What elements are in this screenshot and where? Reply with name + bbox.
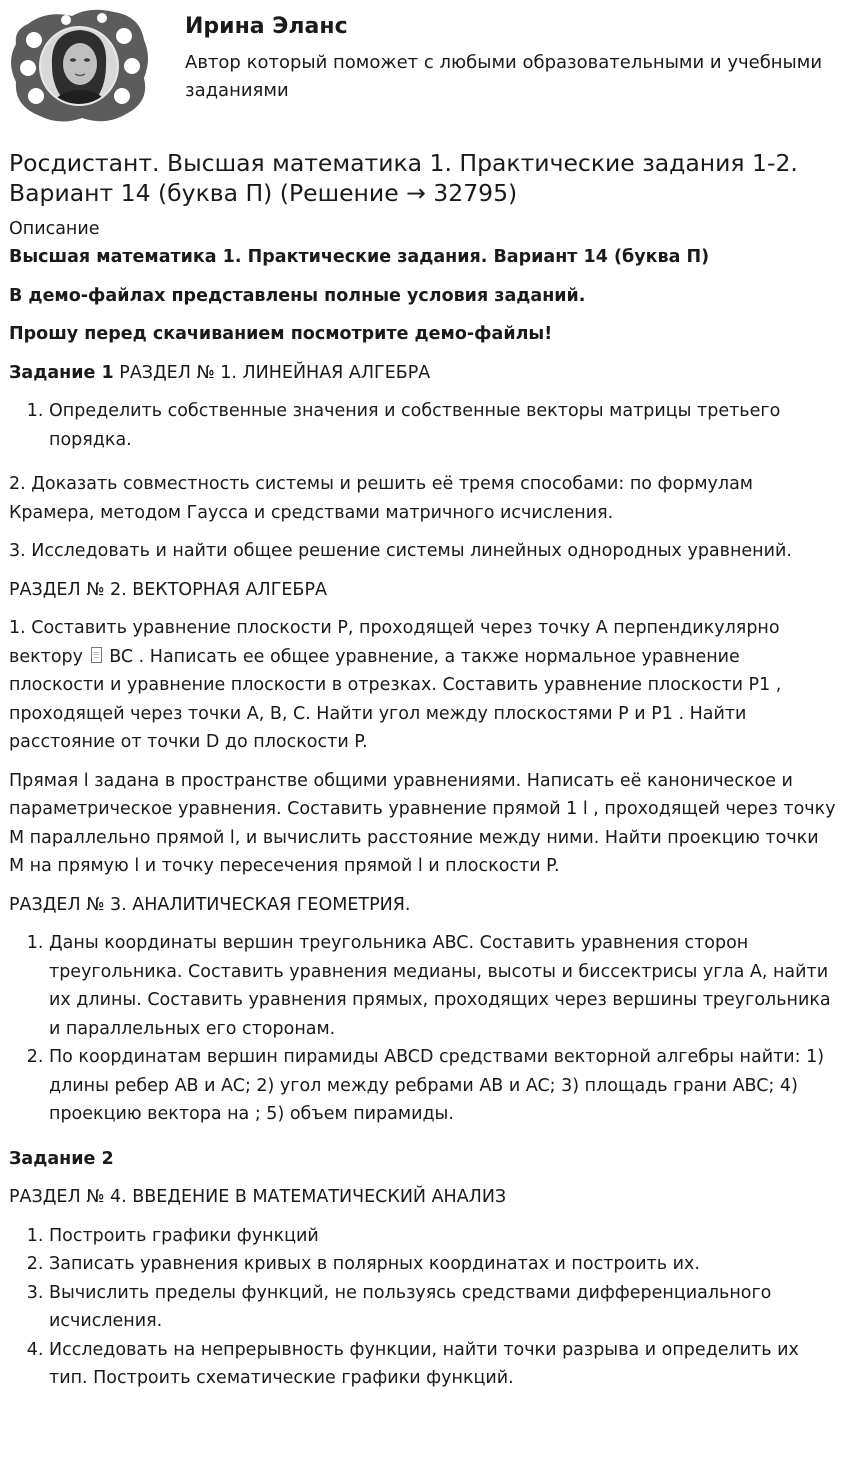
intro-line-2: В демо-файлах представлены полные условия заданий.	[9, 285, 586, 306]
section2-item-2: Прямая l задана в пространстве общими уравнениями. Написать её каноническое и параметрическое уравнения. Составить уравнение прямой 1 l , проходящей через точку M параллельно прямой l, и вычислить расстояние между ними. Найти проекцию точки M на прямую l и точку пересечения прямой l и плоскости P.	[9, 770, 836, 876]
list-item: 4. Исследовать на непрерывность функции, найти точки разрыва и определить их тип. Построить схематические графики функций.	[49, 1336, 839, 1393]
section2-item-1-part-b: BC . Написать ее общее уравнение, а также нормальное уравнение плоскости и уравнение плоскости в отрезках. Составить уравнение плоскости P1 , проходящей через точки A, B, C. Найти угол между плоскостями P и P1 . Найти расстояние от точки D до плоскости P.	[9, 646, 782, 752]
film-reel-avatar-icon	[6, 6, 152, 126]
section2-item-1	[9, 614, 839, 757]
section2-title: РАЗДЕЛ № 2. ВЕКТОРНАЯ АЛГЕБРА	[9, 579, 327, 600]
section4-title: РАЗДЕЛ № 4. ВВЕДЕНИЕ В МАТЕМАТИЧЕСКИЙ АНАЛИЗ	[9, 1187, 507, 1207]
author-header	[0, 0, 847, 132]
task1-heading	[9, 359, 839, 388]
list-item: 1. Определить собственные значения и собственные векторы матрицы третьего порядка.	[49, 397, 839, 454]
section3-title: РАЗДЕЛ № 3. АНАЛИТИЧЕСКАЯ ГЕОМЕТРИЯ.	[9, 894, 411, 915]
intro-line-3: Прошу перед скачиванием посмотрите демо-файлы!	[9, 324, 553, 344]
section2-item-1-part-a: 1. Составить уравнение плоскости P, проходящей через точку A перпендикулярно вектору	[9, 618, 780, 667]
author-name[interactable]: Ирина Эланс	[185, 14, 348, 39]
section1-item-2: 2. Доказать совместность системы и решить её тремя способами: по формулам Крамера, методом Гаусса и средствами матричного исчисления.	[9, 474, 753, 523]
intro-line-1: Высшая математика 1. Практические задания. Вариант 14 (буква П)	[9, 247, 710, 267]
task2-label: Задание 2	[9, 1148, 114, 1169]
list-item: 1. Даны координаты вершин треугольника ABC. Составить уравнения сторон треугольника. Составить уравнения медианы, высоты и биссектрисы угла A, найти их длины. Составить уравнения прямых, проходящих через вершины треугольника и параллельных его сторонам.	[49, 929, 839, 1043]
section3-list	[9, 929, 839, 1129]
author-avatar[interactable]	[6, 6, 152, 126]
list-item: 2. По координатам вершин пирамиды ABCD средствами векторной алгебры найти: 1) длины ребер AB и AC; 2) угол между ребрами AB и AC; 3) площадь грани ABC; 4) проекцию вектора на ; 5) объем пирамиды.	[49, 1043, 839, 1129]
section1-title: РАЗДЕЛ № 1. ЛИНЕЙНАЯ АЛГЕБРА	[119, 362, 431, 383]
section1-list	[9, 397, 839, 454]
task1-label: Задание 1	[9, 362, 114, 383]
list-item: 1. Построить графики функций	[49, 1222, 839, 1251]
product-title: Росдистант. Высшая математика 1. Практические задания 1-2. Вариант 14 (буква П) (Решение → 32795)	[9, 149, 798, 207]
list-item: 2. Записать уравнения кривых в полярных координатах и построить их.	[49, 1250, 839, 1279]
missing-glyph-icon	[91, 647, 102, 663]
author-description: Автор который поможет с любыми образовательными и учебными заданиями	[185, 52, 823, 101]
section1-item-3: 3. Исследовать и найти общее решение системы линейных однородных уравнений.	[9, 541, 792, 561]
product-content	[9, 148, 839, 1409]
list-item: 3. Вычислить пределы функций, не пользуясь средствами дифференциального исчисления.	[49, 1279, 839, 1336]
description-label: Описание	[9, 219, 100, 239]
section4-list	[9, 1222, 839, 1393]
